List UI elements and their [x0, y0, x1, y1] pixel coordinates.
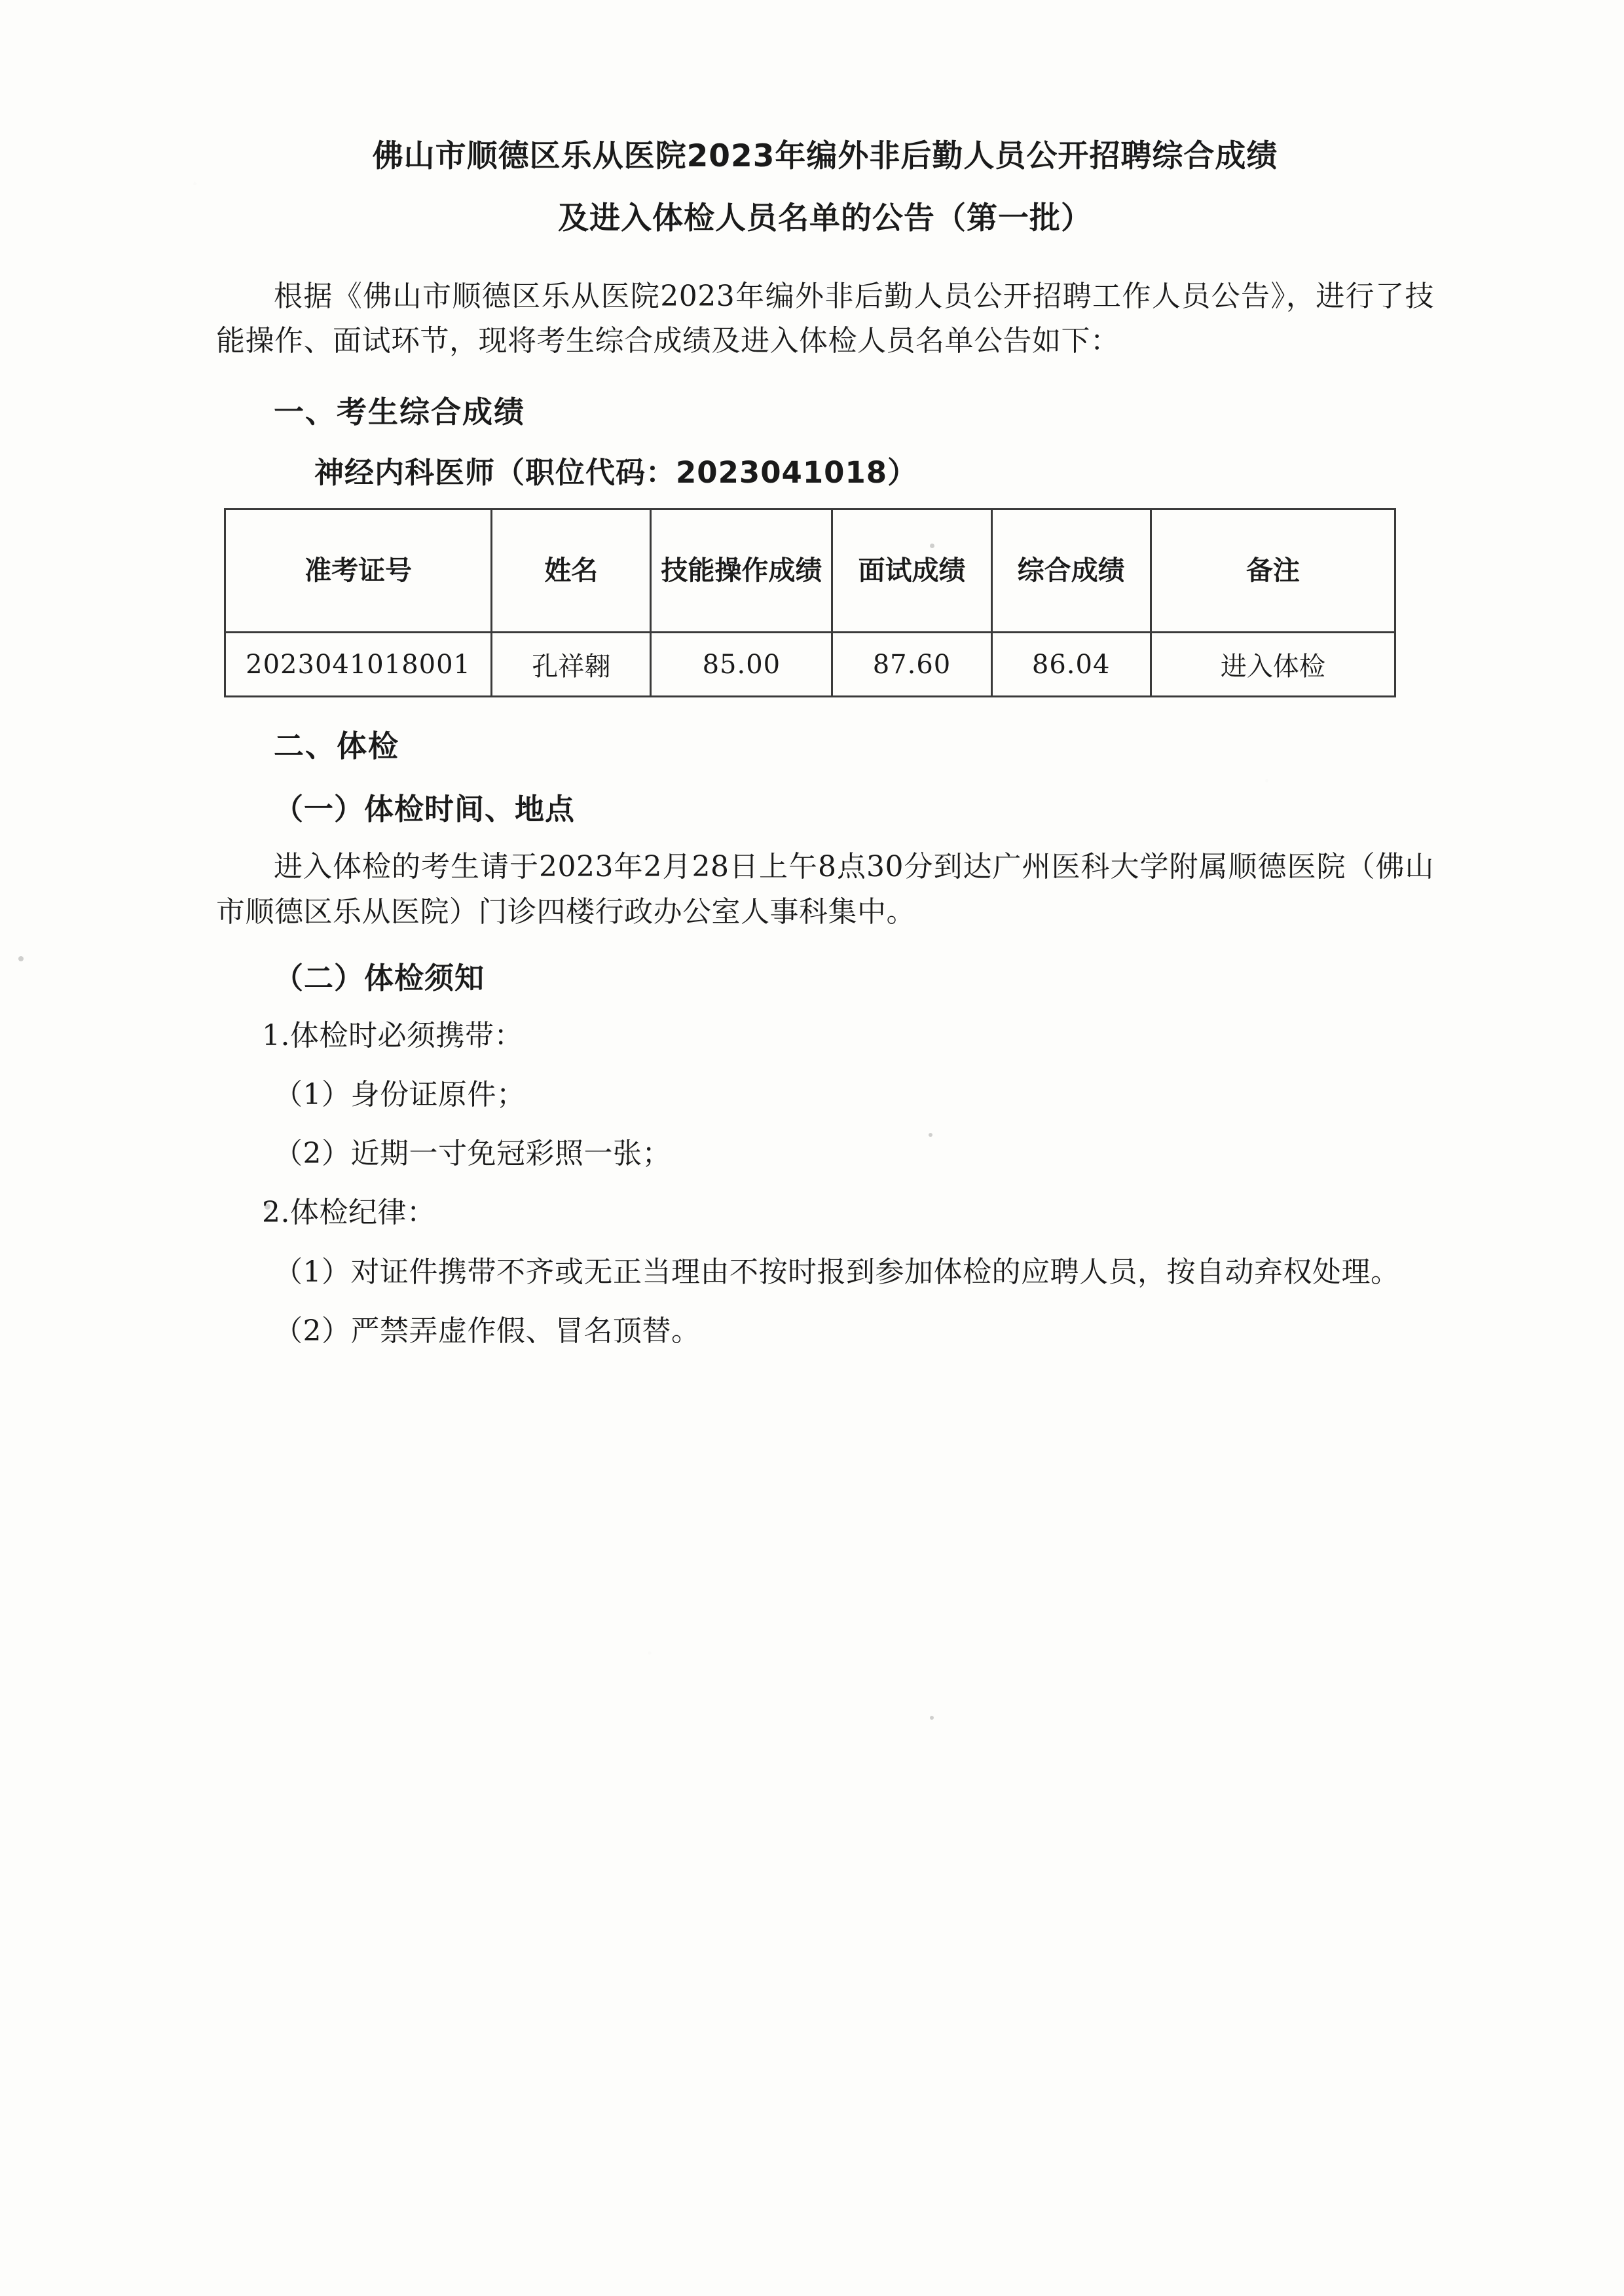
table-header-interview-score: 面试成绩 — [832, 509, 991, 633]
notice-item-4: 2.体检纪律： — [262, 1196, 436, 1230]
subsection-heading-notice: （二）体检须知 — [274, 960, 485, 995]
cell-skill-score: 85.00 — [651, 633, 832, 697]
intro-paragraph: 根据《佛山市顺德区乐从医院2023年编外非后勤人员公开招聘工作人员公告》，进行了技能操作、面试环节，现将考生综合成绩及进入体检人员名单公告如下： — [216, 280, 1434, 358]
notice-item-5: （1）对证件携带不齐或无正当理由不按时报到参加体检的应聘人员，按自动弃权处理。 — [274, 1255, 1400, 1289]
table-header-skill-score: 技能操作成绩 — [651, 509, 832, 633]
table-header-remark: 备注 — [1151, 509, 1395, 633]
page-title-line-2: 及进入体检人员名单的公告（第一批） — [558, 200, 1092, 236]
job-position-heading: 神经内科医师（职位代码：2023041018） — [314, 455, 918, 491]
score-table — [224, 508, 1396, 697]
section-heading-scores: 一、考生综合成绩 — [274, 394, 525, 430]
document-content — [216, 138, 1434, 1368]
scan-speck — [930, 1716, 934, 1720]
notice-item-2: （1）身份证原件； — [274, 1077, 526, 1111]
notice-item-1: 1.体检时必须携带： — [262, 1018, 523, 1052]
scan-speck — [18, 956, 24, 961]
table-row — [225, 633, 1395, 697]
notice-item-6: （2）严禁弄虚作假、冒名顶替。 — [274, 1314, 701, 1348]
cell-total-score: 86.04 — [991, 633, 1151, 697]
table-header-row — [225, 509, 1395, 633]
notice-item-3: （2）近期一寸免冠彩照一张； — [274, 1137, 671, 1171]
section-heading-medical-exam: 二、体检 — [274, 728, 399, 764]
cell-name: 孔祥翱 — [492, 633, 651, 697]
table-header-admission-no: 准考证号 — [225, 509, 492, 633]
table-header-name: 姓名 — [492, 509, 651, 633]
table-header-total-score: 综合成绩 — [991, 509, 1151, 633]
subsection-heading-time-place: （一）体检时间、地点 — [274, 792, 576, 827]
cell-remark: 进入体检 — [1151, 633, 1395, 697]
cell-admission-no: 2023041018001 — [225, 633, 492, 697]
cell-interview-score: 87.60 — [832, 633, 991, 697]
page-title-line-1: 佛山市顺德区乐从医院2023年编外非后勤人员公开招聘综合成绩 — [372, 138, 1278, 174]
medical-exam-time-place-paragraph: 进入体检的考生请于2023年2月28日上午8点30分到达广州医科大学附属顺德医院（佛山市顺德区乐从医院）门诊四楼行政办公室人事科集中。 — [216, 850, 1434, 929]
